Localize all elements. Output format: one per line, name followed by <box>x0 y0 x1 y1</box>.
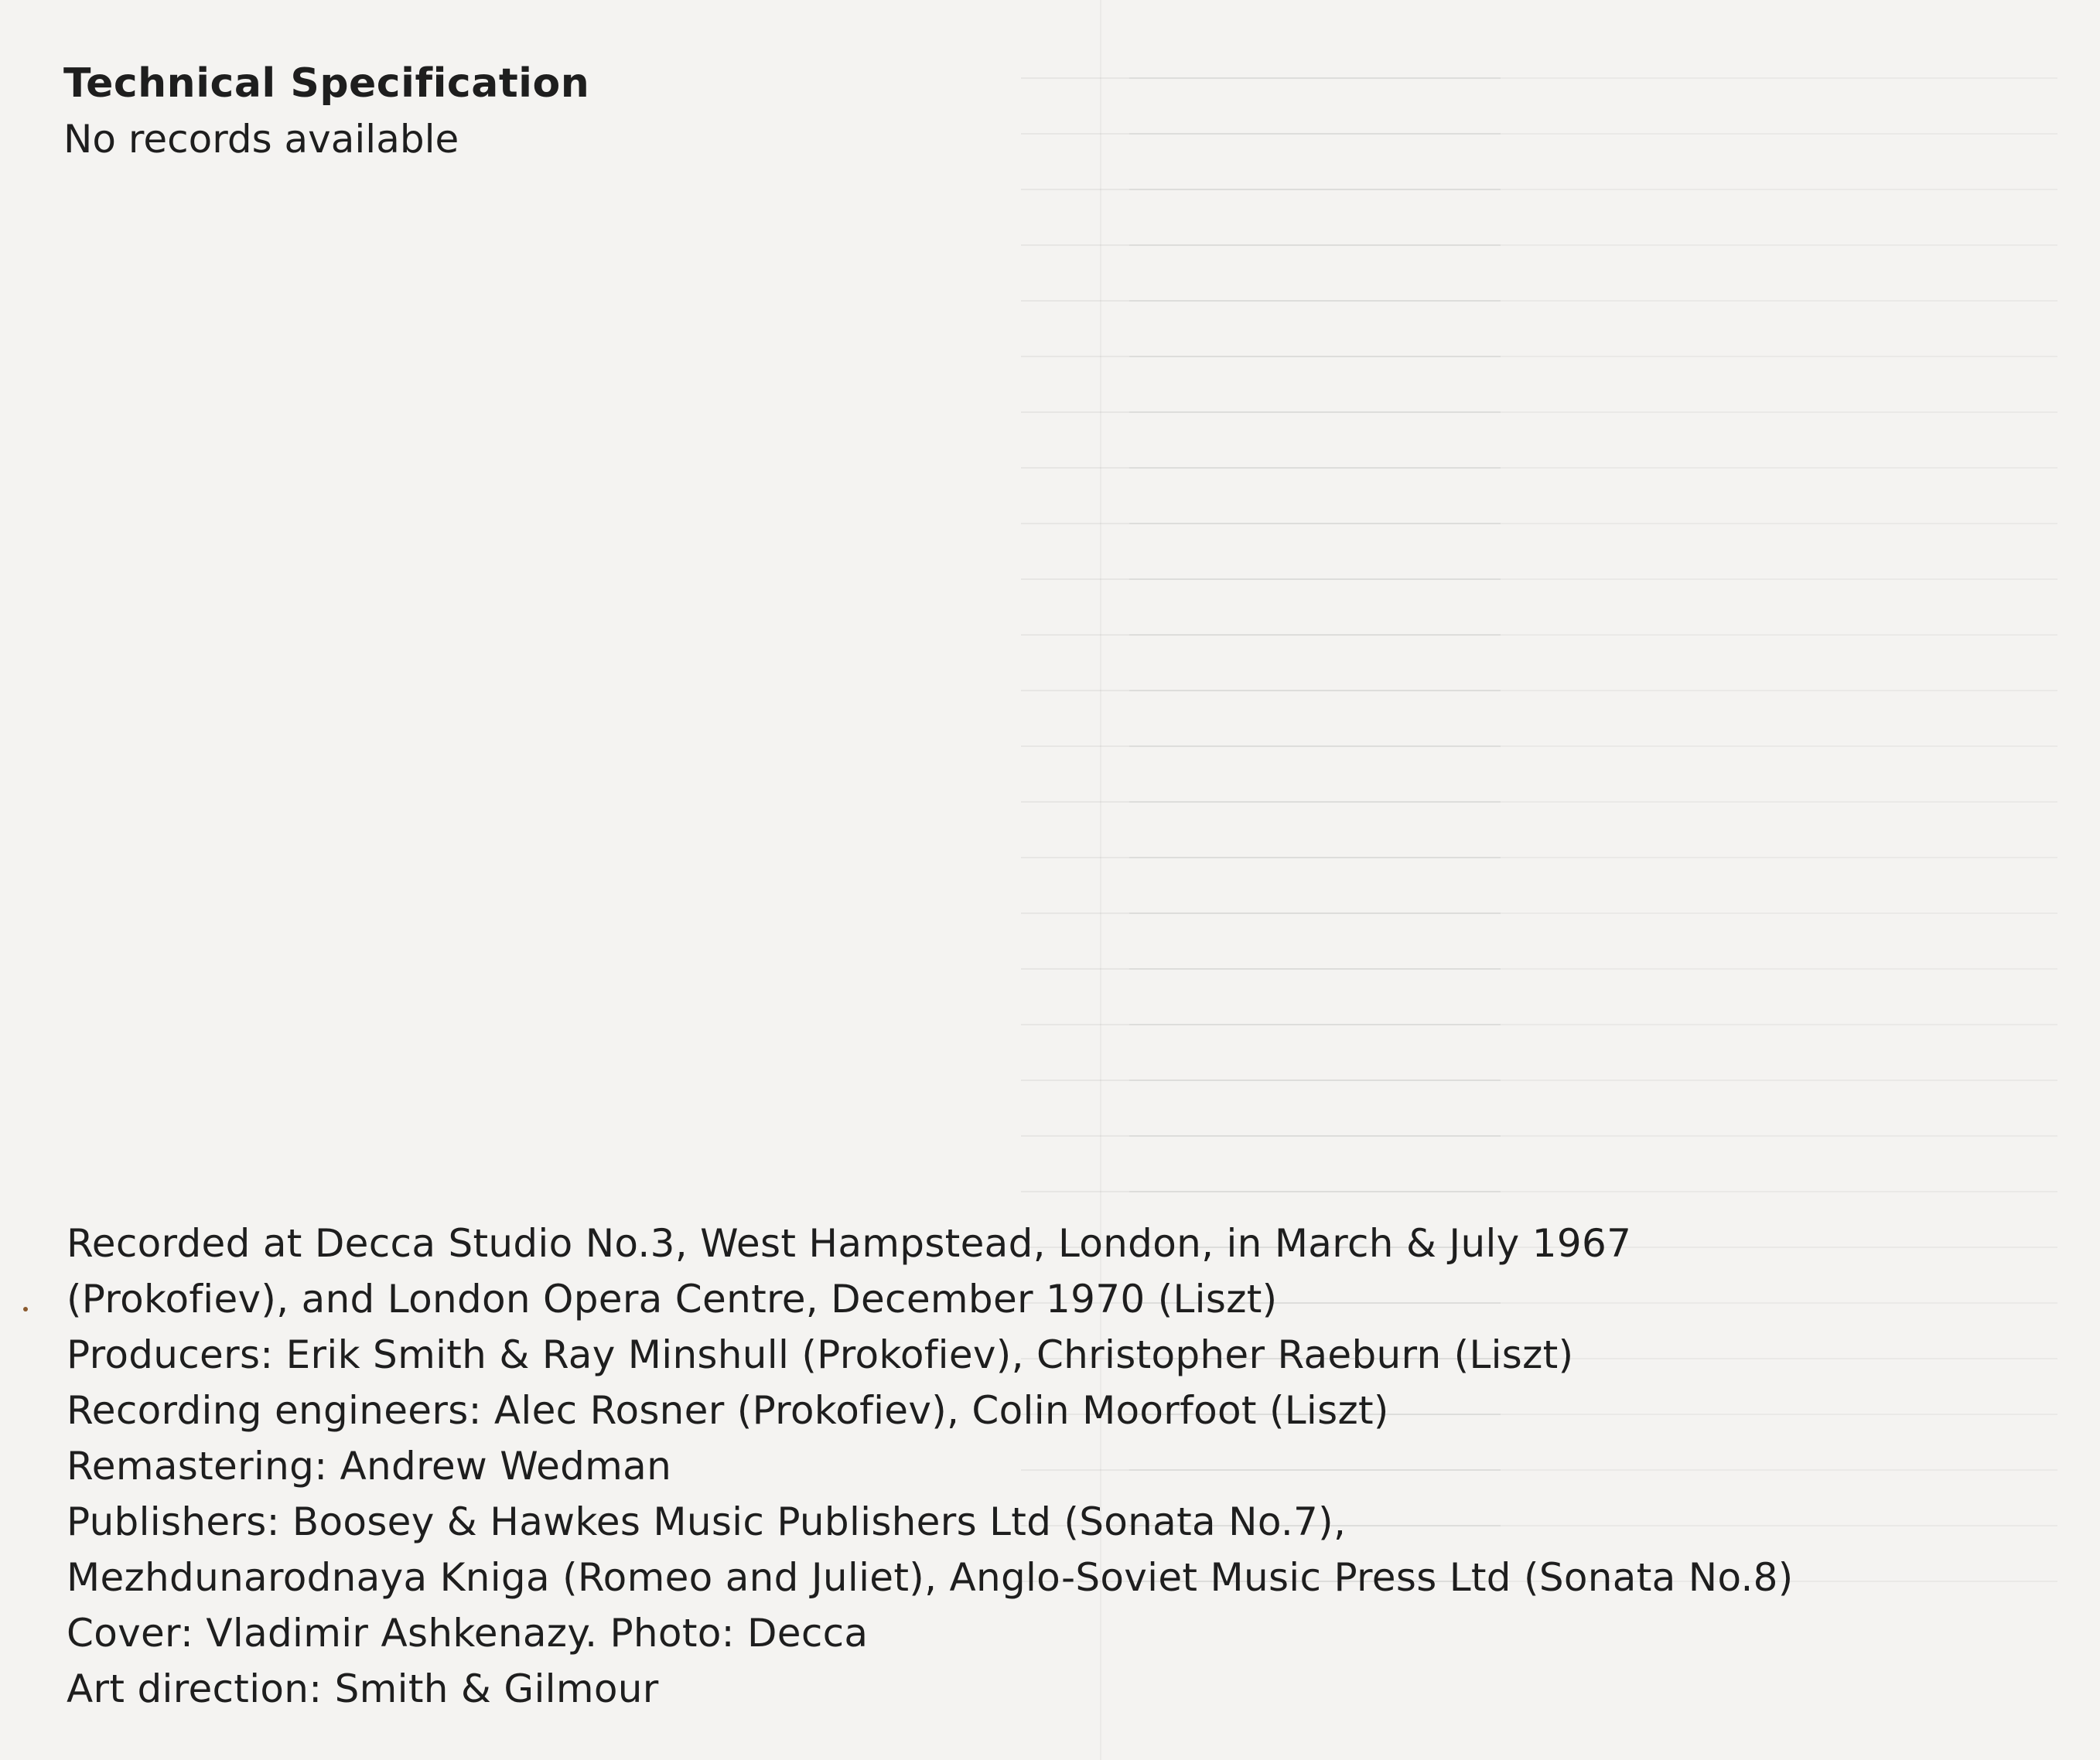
credit-line-cover: Cover: Vladimir Ashkenazy. Photo: Decca <box>67 1611 869 1656</box>
credit-line-publishers-cont: Mezhdunarodnaya Kniga (Romeo and Juliet), Anglo-Soviet Music Press Ltd (Sonata No.8) <box>67 1555 1794 1600</box>
credit-line-engineers: Recording engineers: Alec Rosner (Prokofiev), Colin Moorfoot (Liszt) <box>67 1388 1389 1433</box>
credit-line-art-direction: Art direction: Smith & Gilmour <box>67 1666 659 1711</box>
credit-line-remastering: Remastering: Andrew Wedman <box>67 1444 672 1489</box>
credit-line-recorded-cont: (Prokofiev), and London Opera Centre, December 1970 (Liszt) <box>67 1277 1278 1322</box>
spec-title: Technical Specification <box>63 60 590 107</box>
spec-note: No records available <box>63 117 459 162</box>
paper-speck <box>23 1307 28 1311</box>
credit-line-recorded: Recorded at Decca Studio No.3, West Hampstead, London, in March & July 1967 <box>67 1221 1632 1266</box>
technical-specification-block <box>63 56 1069 167</box>
credits-block <box>67 1216 2047 1717</box>
credit-line-producers: Producers: Erik Smith & Ray Minshull (Prokofiev), Christopher Raeburn (Liszt) <box>67 1332 1574 1377</box>
credit-line-publishers: Publishers: Boosey & Hawkes Music Publishers Ltd (Sonata No.7), <box>67 1499 1347 1544</box>
